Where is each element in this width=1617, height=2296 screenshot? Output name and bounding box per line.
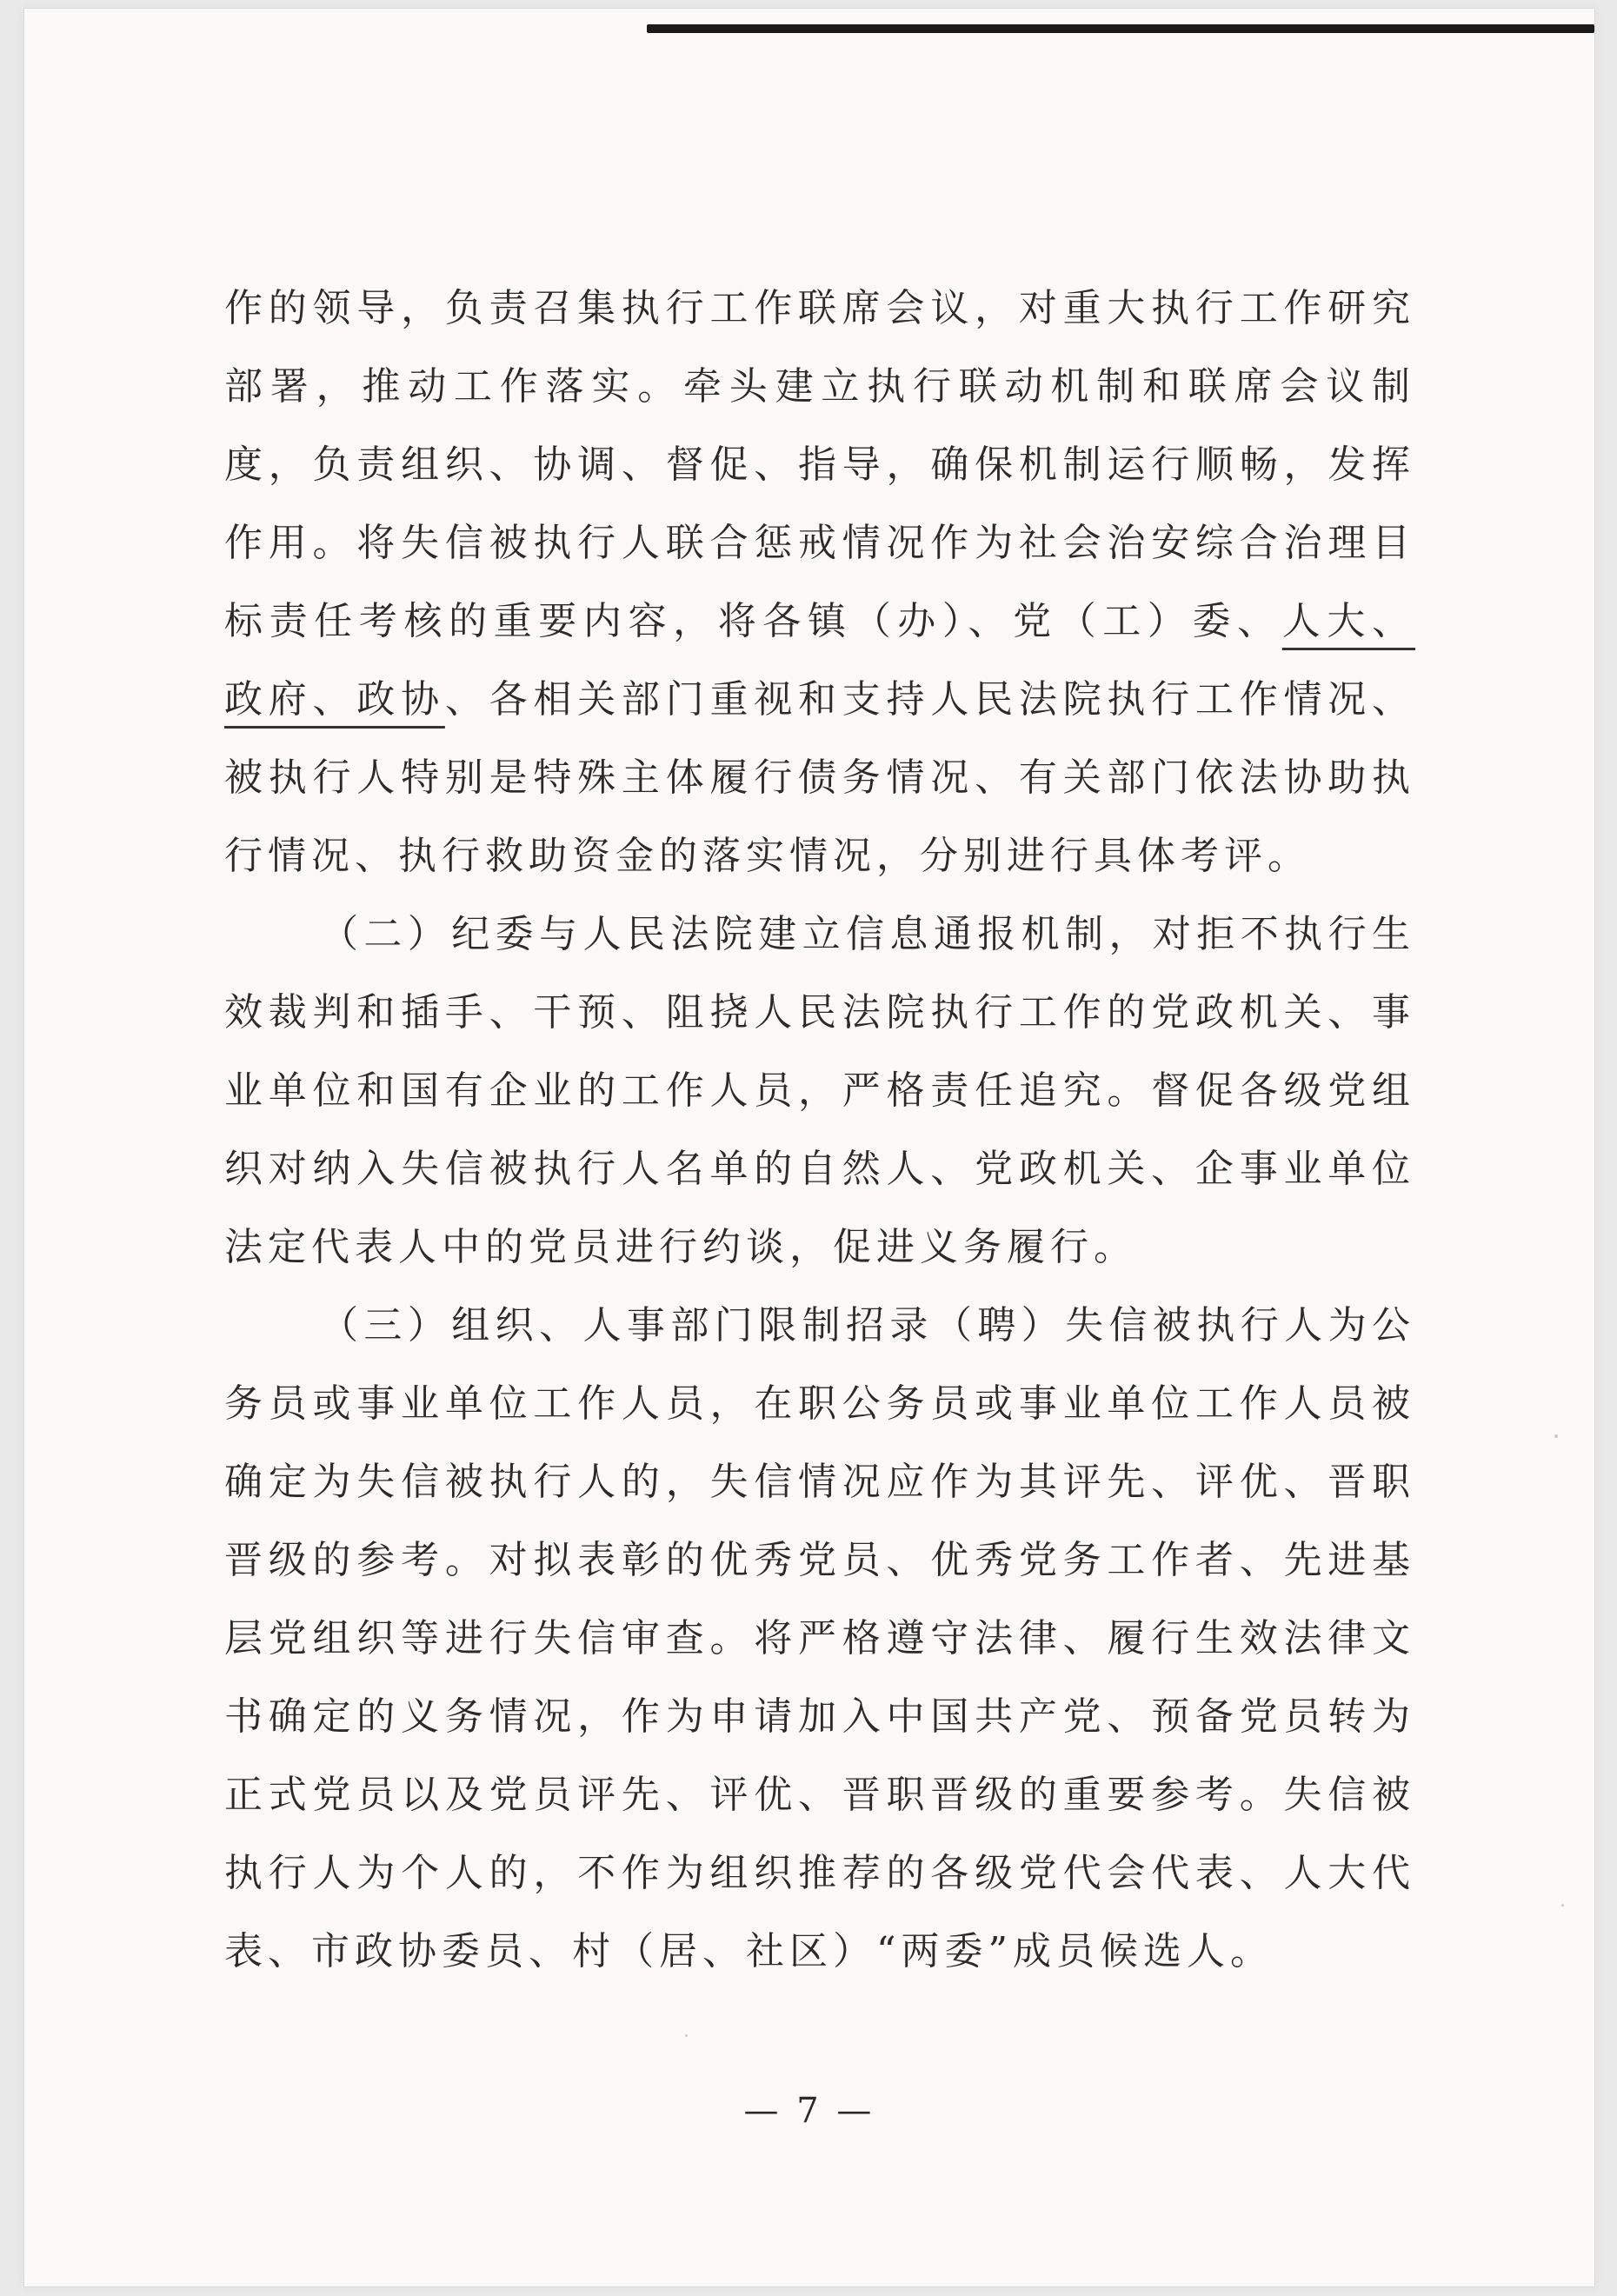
- handwritten-underline-text: 人大、政府、政协: [224, 599, 1416, 722]
- page-number: — 7 —: [743, 2091, 875, 2131]
- scan-speck: [685, 2034, 688, 2037]
- document-page: [24, 9, 1594, 2286]
- scan-speck: [1561, 1904, 1564, 1907]
- text-segment: 、各相关部门重视和支持人民法院执行工作情况、被执行人特别是特殊主体履行债务情况、有关部门依法协助执行情况、执行救助资金的落实情况，分别进行具体考评。: [224, 677, 1416, 878]
- scan-speck: [1554, 1434, 1558, 1438]
- scan-edge-bar: [647, 24, 1594, 33]
- paragraph-2: [224, 895, 1415, 1287]
- paragraph-1: [224, 270, 1415, 895]
- document-body: [224, 270, 1415, 1991]
- text-segment: （三）组织、人事部门限制招录（聘）失信被执行人为公务员或事业单位工作人员，在职公务员或事业单位工作人员被确定为失信被执行人的，失信情况应作为其评先、评优、晋职晋级的参考。对拟表彰的优秀党员、优秀党务工作者、先进基层党组织等进行失信审查。将严格遵守法律、履行生效法律文书确定的义务情况，作为申请加入中国共产党、预备党员转为正式党员以及党员评先、评优、晋职晋级的重要参考。失信被执行人为个人的，不作为组织推荐的各级党代会代表、人大代表、市政协委员、村（居、社区）“两委”成员候选人。: [224, 1303, 1415, 1973]
- paragraph-3: [224, 1287, 1415, 1991]
- text-segment: （二）纪委与人民法院建立信息通报机制，对拒不执行生效裁判和插手、干预、阻挠人民法院执行工作的党政机关、事业单位和国有企业的工作人员，严格责任追究。督促各级党组织对纳入失信被执行人名单的自然人、党政机关、企事业单位法定代表人中的党员进行约谈，促进义务履行。: [224, 912, 1415, 1269]
- text-segment: 作的领导，负责召集执行工作联席会议，对重大执行工作研究部署，推动工作落实。牵头建立执行联动机制和联席会议制度，负责组织、协调、督促、指导，确保机制运行顺畅，发挥作用。将失信被执行人联合惩戒情况作为社会治安综合治理目标责任考核的重要内容，将各镇（办）、党（工）委、: [224, 286, 1415, 643]
